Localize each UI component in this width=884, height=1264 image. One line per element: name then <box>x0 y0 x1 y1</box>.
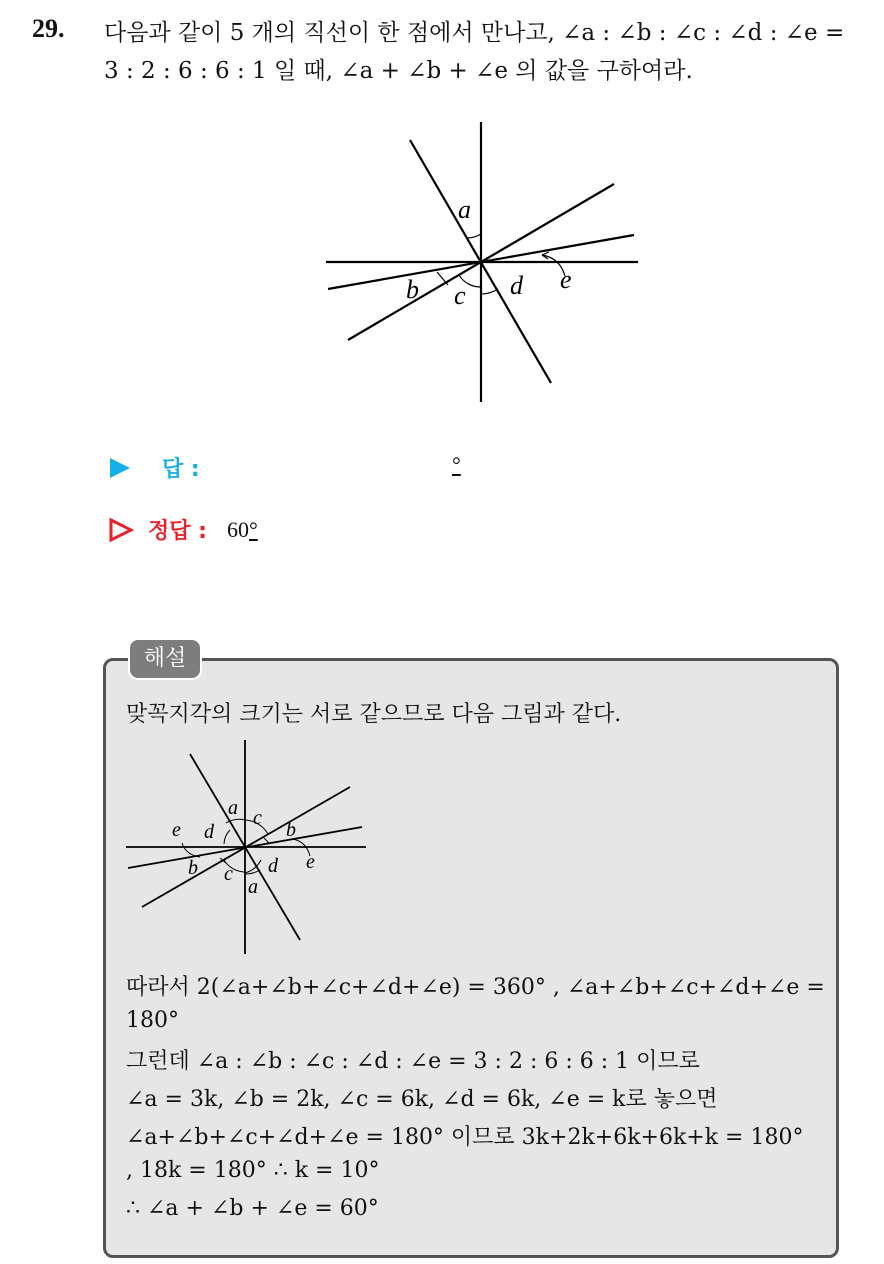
correct-answer-value: 60° <box>226 516 258 542</box>
question-figure <box>320 118 650 408</box>
fig1-label-e: e <box>560 265 572 294</box>
fig2-label-b-left: b <box>188 857 198 879</box>
solution-line-2: 180° <box>126 1008 179 1033</box>
question-text <box>104 14 864 90</box>
fig2-label-e-right: e <box>306 851 315 873</box>
fig2-label-b-right: b <box>286 819 296 841</box>
solution-tab: 해설 <box>128 638 202 680</box>
fig2-label-c-top: c <box>253 807 262 829</box>
fig2-label-d-left: d <box>204 821 214 843</box>
question-number: 29. <box>32 14 65 43</box>
solution-line-3: 그런데 ∠a : ∠b : ∠c : ∠d : ∠e = 3 : 2 : 6 : 6 : 1 이므로 <box>126 1049 700 1074</box>
fig1-label-a: a <box>458 195 471 224</box>
fig1-label-d: d <box>510 271 523 300</box>
fig2-label-d-right: d <box>268 855 278 877</box>
solution-intro: 맞꼭지각의 크기는 서로 같으므로 다음 그림과 같다. <box>126 702 622 727</box>
arc-d <box>481 289 498 294</box>
arc-b <box>437 272 448 285</box>
solution-line-5: ∠a+∠b+∠c+∠d+∠e = 180° 이므로 3k+2k+6k+6k+k = 180° <box>126 1125 804 1150</box>
play-arrow-icon <box>108 456 132 480</box>
fig1-label-b: b <box>406 275 419 304</box>
answer-row <box>108 452 200 483</box>
solution-figure <box>120 738 370 960</box>
fig2-label-a-bottom: a <box>248 876 258 898</box>
answer-label: 답 : <box>162 457 200 482</box>
outline-arrow-icon <box>108 517 134 543</box>
fig2-label-a-top: a <box>228 797 238 819</box>
solution-line-1: 따라서 2(∠a+∠b+∠c+∠d+∠e) = 360° , ∠a+∠b+∠c+∠d+∠e = <box>126 975 825 1000</box>
solution-line-4: ∠a = 3k, ∠b = 2k, ∠c = 6k, ∠d = 6k, ∠e = k로 놓으면 <box>126 1087 718 1112</box>
correct-answer-label: 정답 : <box>148 519 207 544</box>
correct-answer-row <box>108 514 258 545</box>
solution-line-7: ∴ ∠a + ∠b + ∠e = 60° <box>126 1196 379 1221</box>
arc-a <box>467 234 481 238</box>
fig2-label-c-bottom: c <box>224 863 233 885</box>
fig2-label-e-left: e <box>172 819 181 841</box>
question-line-1: 다음과 같이 5 개의 직선이 한 점에서 만나고, ∠a : ∠b : ∠c : ∠d : ∠e = <box>104 20 845 46</box>
answer-blank[interactable]: ° <box>452 452 461 477</box>
solution-line-6: , 18k = 180° ∴ k = 10° <box>126 1158 380 1183</box>
question-line-2: 3 : 2 : 6 : 6 : 1 일 때, ∠a + ∠b + ∠e 의 값을 구하여라. <box>104 58 693 84</box>
fig1-label-c: c <box>454 281 466 310</box>
